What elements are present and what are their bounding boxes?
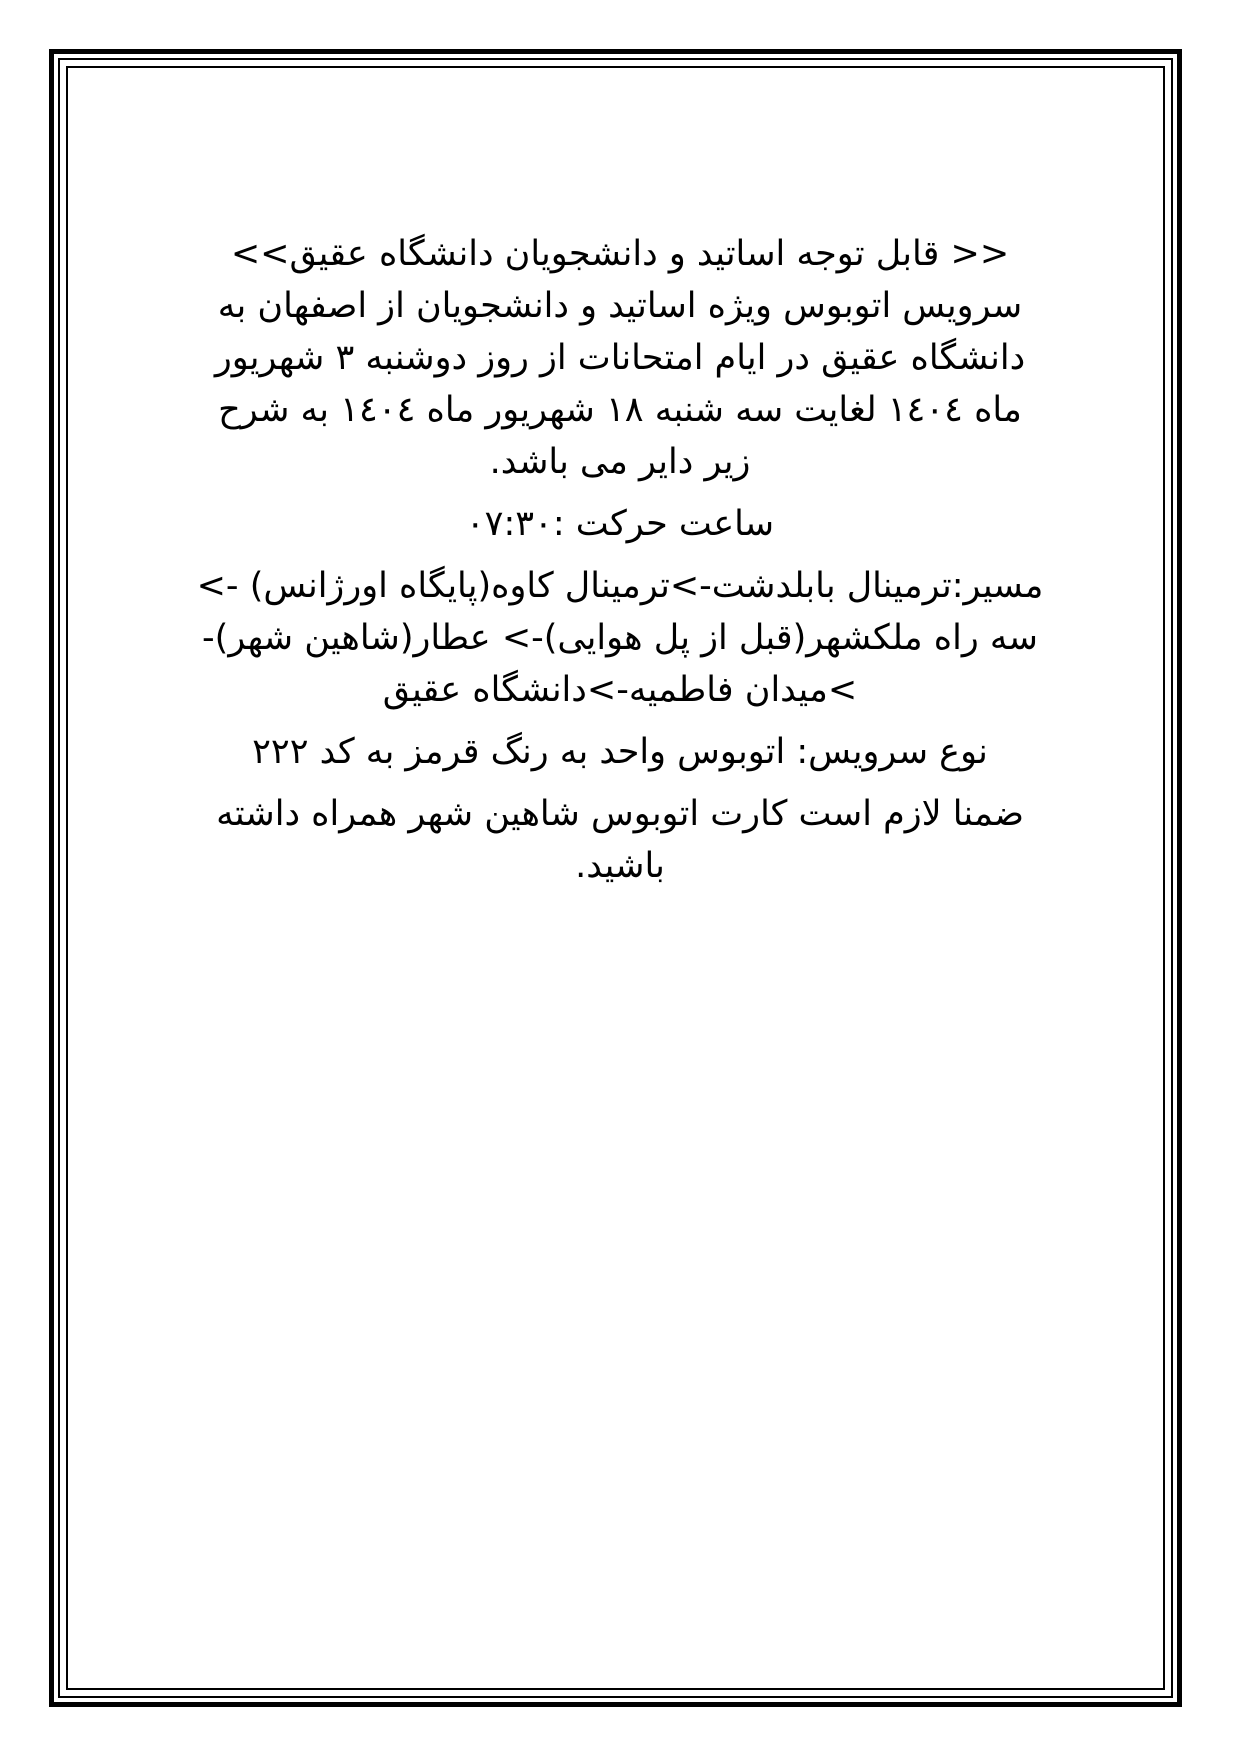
card-note (105, 788, 1135, 892)
card-note-line: باشید. (575, 846, 665, 886)
notice-intro (105, 280, 1135, 488)
route-line: >میدان فاطمیه->دانشگاه عقیق (382, 670, 858, 710)
route-line: مسیر:ترمینال بابلدشت->ترمینال کاوه(پایگاه اورژانس) -> (196, 566, 1044, 606)
notice-route (105, 560, 1135, 716)
notice-body (105, 228, 1135, 892)
intro-line: ماه ١٤٠٤ لغایت سه شنبه ١٨ شهریور ماه ١٤٠٤ به شرح (218, 390, 1022, 430)
card-note-line: ضمنا لازم است کارت اتوبوس شاهین شهر همراه داشته (216, 794, 1024, 834)
route-line: سه راه ملکشهر(قبل از پل هوایی)-> عطار(شاهین شهر)- (202, 618, 1038, 658)
notice-heading: << قابل توجه اساتید و دانشجویان دانشگاه عقیق>> (230, 234, 1010, 274)
intro-line: دانشگاه عقیق در ایام امتحانات از روز دوشنبه ۳ شهریور (214, 338, 1026, 378)
intro-line: زیر دایر می باشد. (489, 442, 751, 482)
service-type: نوع سرویس: اتوبوس واحد به رنگ قرمز به کد ٢٢٢ (252, 732, 988, 772)
intro-line: سرویس اتوبوس ویژه اساتید و دانشجویان از اصفهان به (217, 286, 1023, 326)
departure-time: ساعت حرکت :٠٧:٣٠ (465, 504, 775, 544)
